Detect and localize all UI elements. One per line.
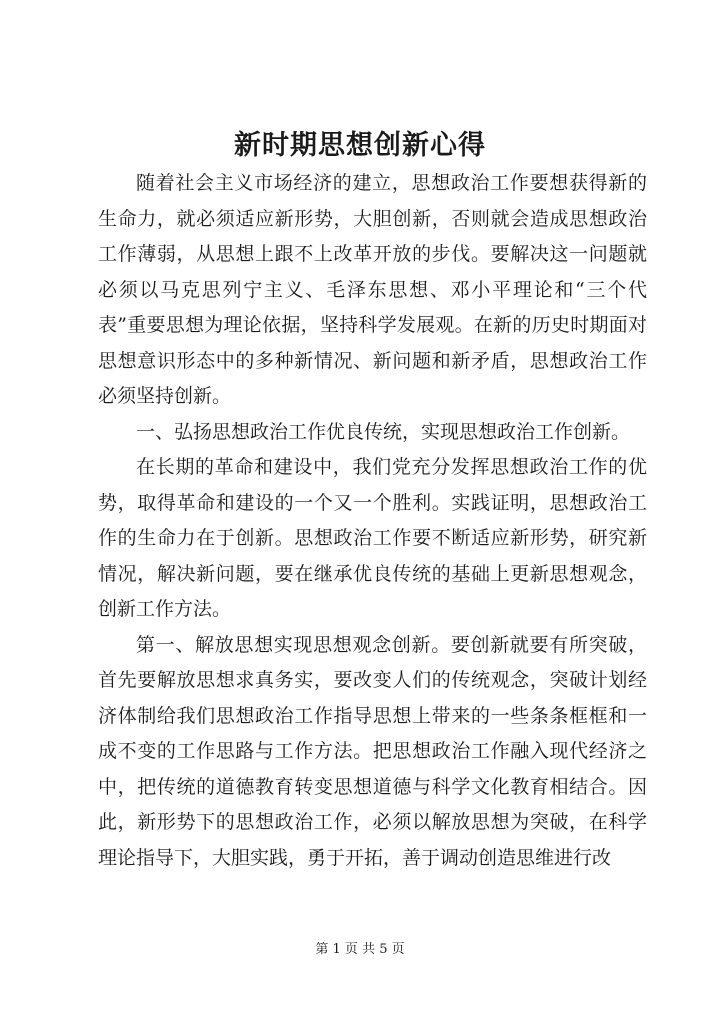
section-heading-1: 一、弘扬思想政治工作优良传统，实现思想政治工作创新。	[136, 420, 631, 443]
page-footer: 第 1 页 共 5 页	[315, 942, 405, 957]
paragraph-intro: 随着社会主义市场经济的建立，思想政治工作要想获得新的生命力，就必须适应新形势，大胆创新，否则就会造成思想政治工作薄弱，从思想上跟不上改革开放的步伐。要解决这一问题就必须以马克思列宁主义、毛泽东思想、邓小平理论和“三个代表”重要思想为理论依据，坚持科学发展观。在新的历史时期面对思想意识形态中的多种新情况、新问题和新矛盾，思想政治工作必须坚持创新。	[98, 172, 647, 407]
document-body	[98, 166, 647, 876]
document-title: 新时期思想创新心得	[234, 130, 486, 161]
paragraph-tradition: 在长期的革命和建设中，我们党充分发挥思想政治工作的优势，取得革命和建设的一个又一个胜利。实践证明，思想政治工作的生命力在于创新。思想政治工作要不断适应新形势，研究新情况，解决新问题，要在继承优良传统的基础上更新思想观念，创新工作方法。	[98, 456, 647, 620]
paragraph-first-point: 第一、解放思想实现思想观念创新。要创新就要有所突破，首先要解放思想求真务实，要改变人们的传统观念，突破计划经济体制给我们思想政治工作指导思想上带来的一些条条框框和一成不变的工作思路与工作方法。把思想政治工作融入现代经济之中，把传统的道德教育转变思想道德与科学文化教育相结合。因此，新形势下的思想政治工作，必须以解放思想为突破，在科学理论指导下，大胆实践，勇于开拓，善于调动创造思维进行改	[98, 633, 647, 869]
